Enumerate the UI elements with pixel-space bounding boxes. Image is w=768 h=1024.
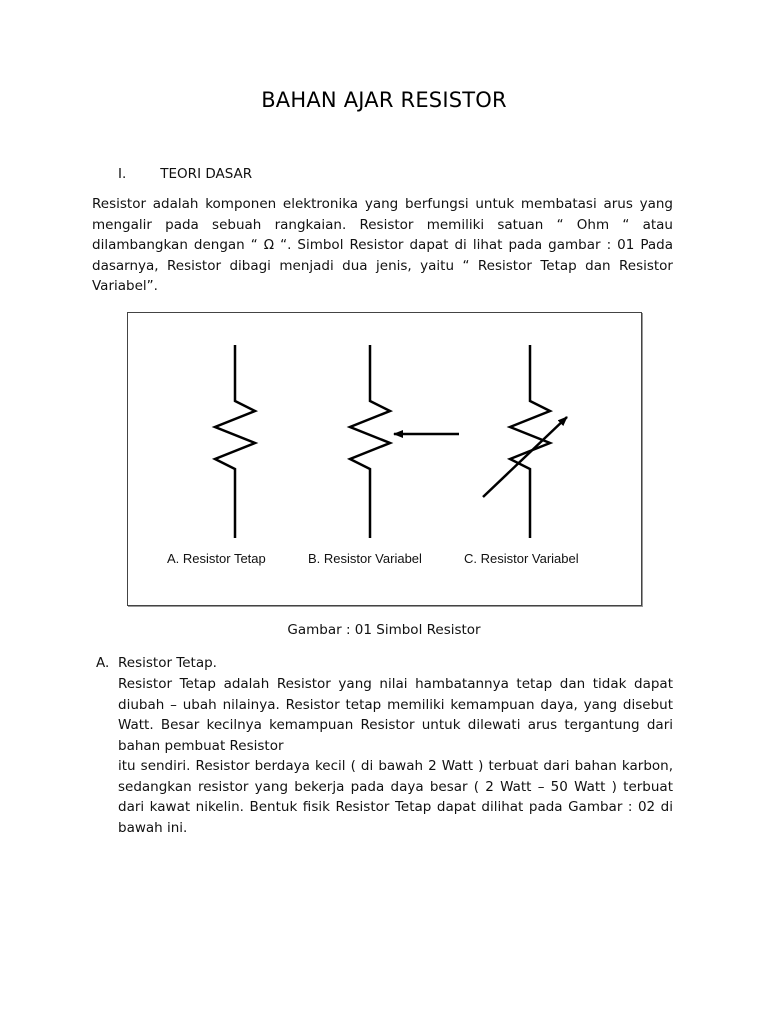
page-title: BAHAN AJAR RESISTOR (261, 88, 507, 112)
section-heading (118, 166, 252, 182)
figure-label-c: C. Resistor Variabel (464, 551, 579, 566)
resistor-symbol-figure (127, 312, 642, 606)
section-label: TEORI DASAR (160, 166, 253, 182)
section-number: I. (118, 166, 127, 182)
list-item-title: Resistor Tetap. (118, 655, 217, 671)
diagonal-arrow (483, 417, 567, 497)
fixed-resistor-symbol (215, 345, 255, 538)
list-item-a-body (118, 674, 673, 838)
variable-resistor-symbol-b (350, 345, 459, 538)
list-item-letter: A. (96, 655, 110, 671)
figure-label-a: A. Resistor Tetap (167, 551, 266, 566)
list-item-a-heading (96, 655, 217, 671)
intro-paragraph: Resistor adalah komponen elektronika yang berfungsi untuk membatasi arus yang mengalir pada sebuah rangkaian. Resistor memiliki satuan “ Ohm “ atau dilambangkan dengan “ Ω “. Simbol Resistor dapat di lihat pada gambar : 01 Pada dasarnya, Resistor dibagi menjadi dua jenis, yaitu “ Resistor Tetap dan Resistor Variabel”. (92, 196, 673, 294)
figure-caption: Gambar : 01 Simbol Resistor (287, 622, 481, 638)
variable-resistor-symbol-c (483, 345, 567, 538)
figure-label-b: B. Resistor Variabel (308, 551, 422, 566)
body-paragraph-1: Resistor Tetap adalah Resistor yang nilai hambatannya tetap dan tidak dapat diubah – ubah nilainya. Resistor tetap memiliki kemampuan daya, yang disebut Watt. Besar kecilnya kemampuan Resistor untuk dilewati arus tergantung dari bahan pembuat Resistor (118, 676, 673, 754)
body-paragraph-2: itu sendiri. Resistor berdaya kecil ( di bawah 2 Watt ) terbuat dari bahan karbon, sedangkan resistor yang bekerja pada daya besar ( 2 Watt – 50 Watt ) terbuat dari kawat nikelin. Bentuk fisik Resistor Tetap dapat dilihat pada Gambar : 02 di bawah ini. (118, 758, 673, 836)
